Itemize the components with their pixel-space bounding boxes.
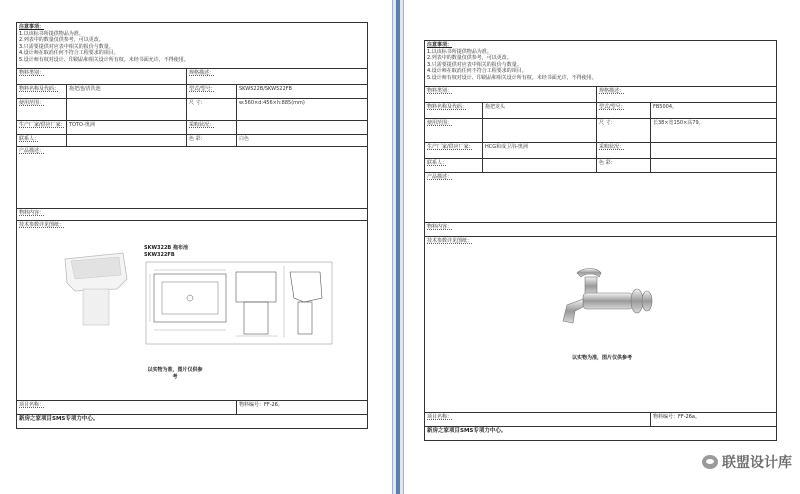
technical-params-label: 技术参数详见图纸： [427, 238, 473, 244]
contact-label: 联系人： [427, 160, 448, 166]
material-code: 物料编号：FF-26。 [239, 402, 283, 408]
watermark [702, 452, 792, 472]
model-value: FB5004。 [653, 104, 678, 110]
technical-params-label: 技术参数详见图纸： [19, 222, 65, 228]
image-caption: 以实物为准，图片仅供参考 [571, 355, 632, 361]
material-name-value: 拖把池/清洗池 [69, 86, 101, 92]
watermark-text: 联盟设计库 [722, 455, 792, 471]
footer-organization: 新房之家项目SMS专项力中心。 [19, 416, 99, 422]
notice-line: 1.以该标书所提供物品为准。 [19, 30, 84, 37]
product-description-label: 产品描述： [19, 148, 45, 154]
faucet-product-image [553, 265, 657, 335]
procurement-label: 采购状况： [599, 144, 625, 150]
color-value: 白色 [239, 136, 250, 142]
color-label: 色 彩： [599, 160, 616, 166]
sink-technical-drawing [144, 245, 334, 353]
sink-product-image [61, 249, 131, 330]
spec-description-label: 规格描述： [189, 70, 215, 76]
usage-range-label: 使用范围： [427, 120, 453, 126]
material-category-label: 物料类别： [19, 70, 45, 76]
material-category-label: 物料类别： [427, 88, 453, 94]
manufacturer-value: TOTO-奥洲 [69, 122, 95, 128]
chat-bubble-icon [702, 455, 718, 469]
product-description-label: 产品描述： [427, 174, 453, 180]
notice-line: 3.只需要提供对应表中相关的报价与数量。 [427, 61, 522, 68]
notice-title: 注意事项： [427, 42, 453, 48]
notice-line: 2.列表中的数量仅供参考，可以更改。 [427, 55, 512, 61]
project-name-label: 项目名称： [19, 402, 45, 408]
model-label: 型式/型号： [599, 104, 626, 110]
notice-title: 注意事项： [19, 24, 45, 30]
model-value: SKW522B/SKW522FB [239, 86, 292, 92]
notice-cell [17, 23, 368, 69]
material-name-value: 拖把龙头 [485, 104, 506, 110]
usage-range-label: 使用范围： [19, 100, 45, 106]
material-spec-form-left [16, 22, 368, 429]
notice-line: 5.设计师有权对设计、印刷品和相关设计所有权。未经书面允许，不得使用。 [19, 56, 189, 63]
manufacturer-label: 生产厂家/供应厂家： [19, 122, 66, 128]
manufacturer-value: HCG和成卫浴-奥洲 [485, 144, 528, 150]
footer-organization: 新房之家项目SMS专项力中心。 [427, 428, 507, 434]
notice-line: 2.列表中的数量仅供参考，可以更改。 [19, 37, 104, 43]
color-label: 色 彩： [189, 136, 206, 142]
drawing-title: SKW322B 拖布池 [144, 245, 188, 251]
drawing-subtitle: SKW322FB [144, 251, 175, 258]
technical-drawing-cell [17, 221, 368, 401]
size-label: 尺 寸： [189, 100, 206, 106]
document-page-left [0, 0, 392, 494]
image-caption-cont: 考 [172, 373, 178, 380]
size-label: 尺 寸： [599, 120, 616, 126]
notice-line: 3.只需要提供对应表中相关的报价与数量。 [19, 43, 114, 50]
technical-drawing-cell [425, 237, 777, 413]
material-content-label: 物料内容： [19, 210, 45, 216]
project-name-label: 项目名称： [427, 414, 453, 420]
contact-label: 联系人： [19, 136, 40, 142]
spec-description-label: 规格描述： [599, 88, 625, 94]
material-content-label: 物料内容： [427, 224, 453, 230]
notice-line: 1.以该标书所提供物品为准。 [427, 48, 492, 55]
notice-line: 5.设计师有权对设计、印刷品和相关设计所有权。未经书面允许，不得使用。 [427, 74, 597, 81]
size-value: 长38×宽150×高79。 [653, 120, 704, 126]
material-name-label: 物料名称及代码： [19, 86, 60, 92]
image-caption: 以实物为准，图片仅供参 [147, 367, 203, 373]
notice-cell [425, 41, 777, 87]
page-divider [392, 0, 404, 494]
size-value: w:560×d:456×h:885(mm) [239, 100, 305, 106]
notice-line: 4.设计师在取消任何不符合工程要求的项目。 [19, 50, 119, 56]
notice-line: 4.设计师在取消任何不符合工程要求的项目。 [427, 68, 527, 74]
procurement-label: 采购状况： [189, 122, 215, 128]
manufacturer-label: 生产厂家/供应厂家： [427, 144, 474, 150]
material-spec-form-right [424, 40, 777, 441]
material-code: 物料编号：FF-26a。 [653, 414, 700, 420]
model-label: 型式/型号： [189, 86, 216, 92]
material-name-label: 物料名称及代码： [427, 104, 468, 110]
